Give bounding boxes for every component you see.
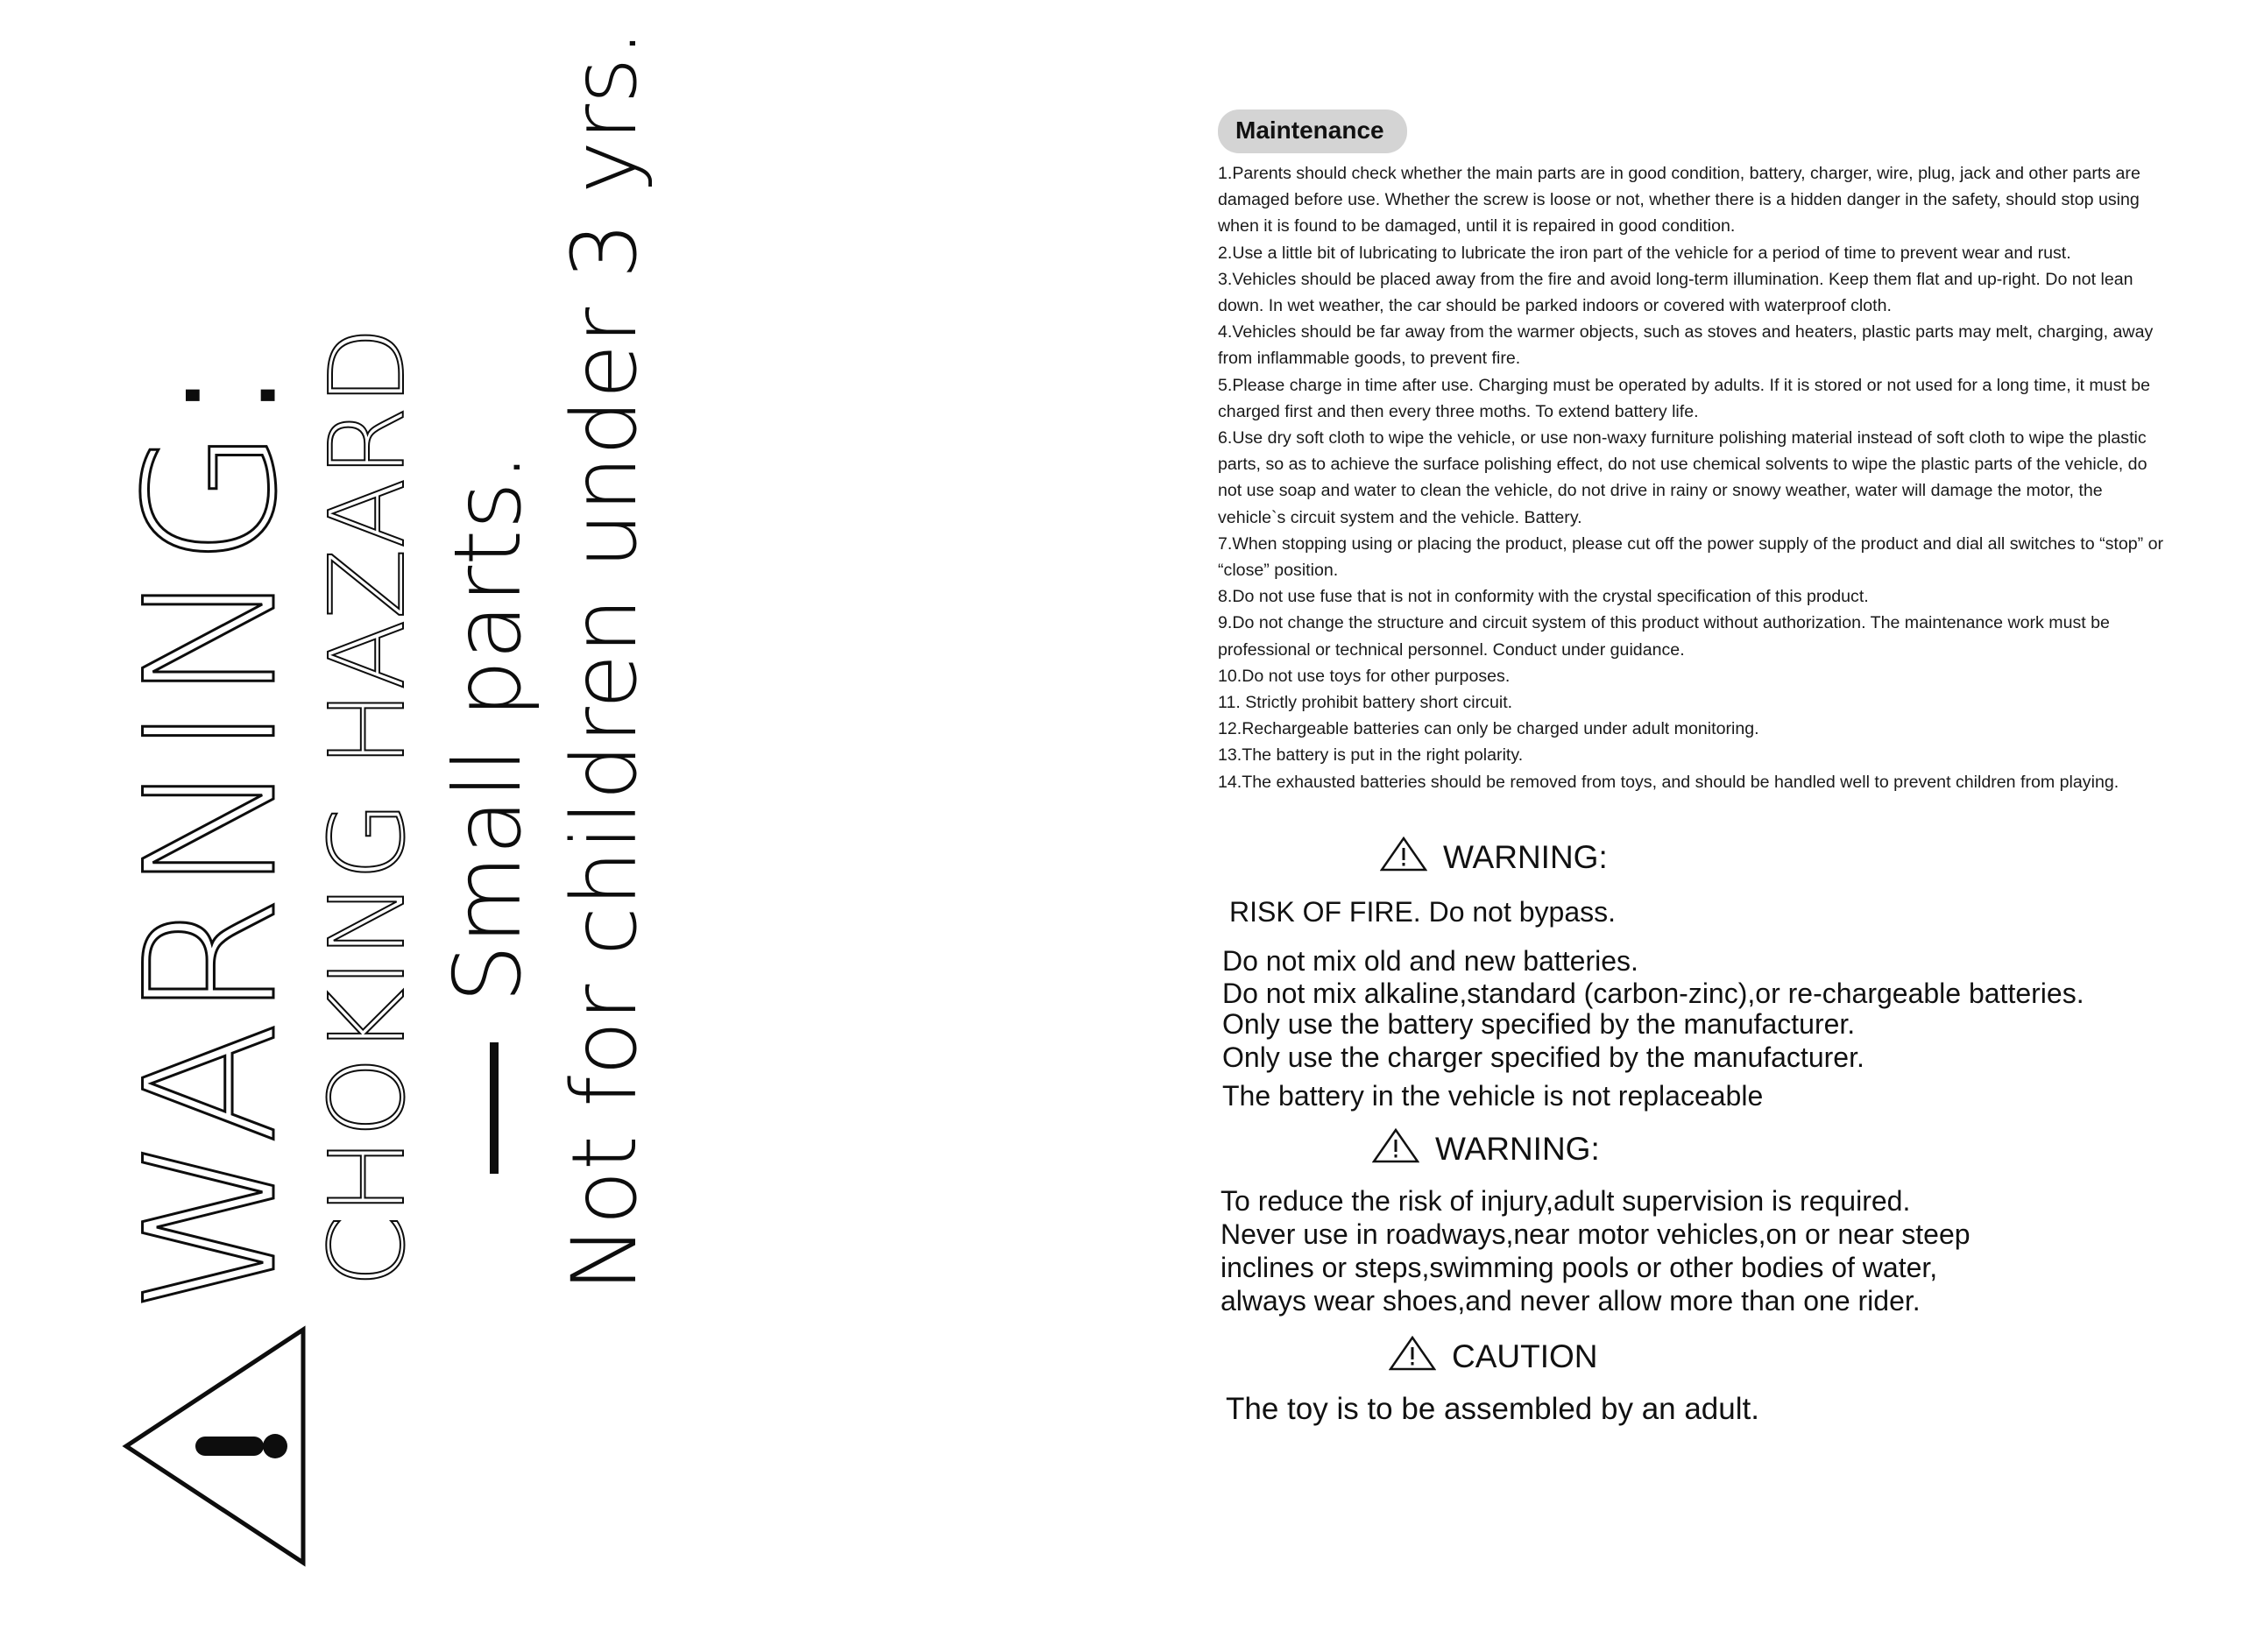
maintenance-item: 8.Do not use fuse that is not in conformity with the crystal specification of this product. [1218, 587, 1869, 607]
maintenance-item: 2.Use a little bit of lubricating to lubricate the iron part of the vehicle for a period of time to prevent wear and rust. [1218, 243, 2071, 263]
warning-battery-line: The battery in the vehicle is not replaceable [1222, 1080, 1764, 1112]
maintenance-item: 6.Use dry soft cloth to wipe the vehicle, or use non-waxy furniture polishing material instead of soft cloth to wipe the plastic parts, so as to achieve the surface polishing effect, do not use chemical solvents to wipe the plastic parts of the vehicle, do not use soap and water to clean the vehicle, do not drive in rainy or snowy weather, water will damage the motor, the vehicle`s circuit system and the vehicle. Battery. [1218, 428, 2147, 527]
maintenance-item: 12.Rechargeable batteries can only be charged under adult monitoring. [1218, 719, 1759, 739]
warning-battery-line: Do not mix old and new batteries. [1222, 945, 1638, 977]
warning-battery-line: Only use the battery specified by the manufacturer. [1222, 1008, 1856, 1040]
choking-hazard-text: CHOKING HAZARD [307, 326, 428, 1288]
maintenance-item: 1.Parents should check whether the main parts are in good condition, battery, charger, wire, plug, jack and other parts are damaged before use. Whether the screw is loose or not, whether there is a hidden danger in the safety, should stop using when it is found to be damaged, until it is repaired in good condition. [1218, 164, 2140, 237]
maintenance-item: 11. Strictly prohibit battery short circuit. [1218, 693, 1513, 713]
caution-heading-text: CAUTION [1452, 1338, 1598, 1374]
maintenance-list [1209, 160, 2173, 795]
maintenance-item: 5.Please charge in time after use. Charging must be operated by adults. If it is stored or not used for a long time, it must be charged first and then every three moths. To extend battery life. [1218, 375, 2151, 421]
warning-supervision-line: always wear shoes,and never allow more than one rider. [1221, 1285, 1921, 1317]
maintenance-section [1209, 109, 2182, 795]
warning-supervision-line: To reduce the risk of injury,adult supervision is required. [1221, 1185, 1911, 1217]
caution-line: The toy is to be assembled by an adult. [1226, 1392, 1759, 1426]
warning-supervision-heading-text: WARNING: [1435, 1131, 1600, 1167]
warning-supervision-heading [1372, 1128, 1600, 1168]
maintenance-item: 4.Vehicles should be far away from the warmer objects, such as stoves and heaters, plastic parts may melt, charging, away from inflammable goods, to prevent fire. [1218, 322, 2154, 369]
maintenance-item: 3.Vehicles should be placed away from the fire and avoid long-term illumination. Keep them flat and up-right. Do not lean down. In wet weather, the car should be parked indoors or covered with waterproof cloth. [1218, 269, 2133, 316]
warning-triangle-icon [1372, 1128, 1419, 1163]
dash-mark [490, 1042, 499, 1174]
small-parts-text: Small parts. [435, 452, 541, 1003]
warning-fire-heading [1380, 837, 1608, 876]
warning-battery-line: Do not mix alkaline,standard (carbon-zinc),or re-chargeable batteries. [1222, 978, 2084, 1009]
caution-heading [1389, 1336, 1598, 1375]
warning-battery-line: Only use the charger specified by the manufacturer. [1222, 1041, 1864, 1073]
maintenance-title: Maintenance [1218, 109, 1407, 153]
warning-fire-heading-text: WARNING: [1443, 839, 1608, 875]
small-parts-line [435, 452, 541, 1174]
warning-title [108, 363, 316, 1314]
caution-triangle-icon [1389, 1336, 1436, 1371]
warning-supervision-line: inclines or steps,swimming pools or other bodies of water, [1221, 1252, 1938, 1283]
warning-title-word: WARNING [108, 425, 316, 1314]
warning-title-colon: : [108, 363, 316, 426]
warning-supervision-line: Never use in roadways,near motor vehicles,on or near steep [1221, 1218, 1971, 1250]
warning-triangle-icon [1380, 837, 1427, 872]
maintenance-item: 10.Do not use toys for other purposes. [1218, 666, 1511, 686]
maintenance-item: 13.The battery is put in the right polarity. [1218, 745, 1524, 766]
maintenance-item: 9.Do not change the structure and circuit system of this product without authorization. The maintenance work must be professional or technical personnel. Conduct under guidance. [1218, 613, 2110, 660]
age-restriction-text: Not for children under 3 yrs. [553, 29, 657, 1292]
maintenance-item: 7.When stopping using or placing the product, please cut off the power supply of the product and dial all switches to “stop” or “close” position. [1218, 533, 2164, 581]
warning-fire-line: RISK OF FIRE. Do not bypass. [1229, 896, 1617, 928]
hazard-triangle-icon [121, 1324, 315, 1568]
maintenance-item: 14.The exhausted batteries should be removed from toys, and should be handled well to prevent children from playing. [1218, 772, 2119, 792]
